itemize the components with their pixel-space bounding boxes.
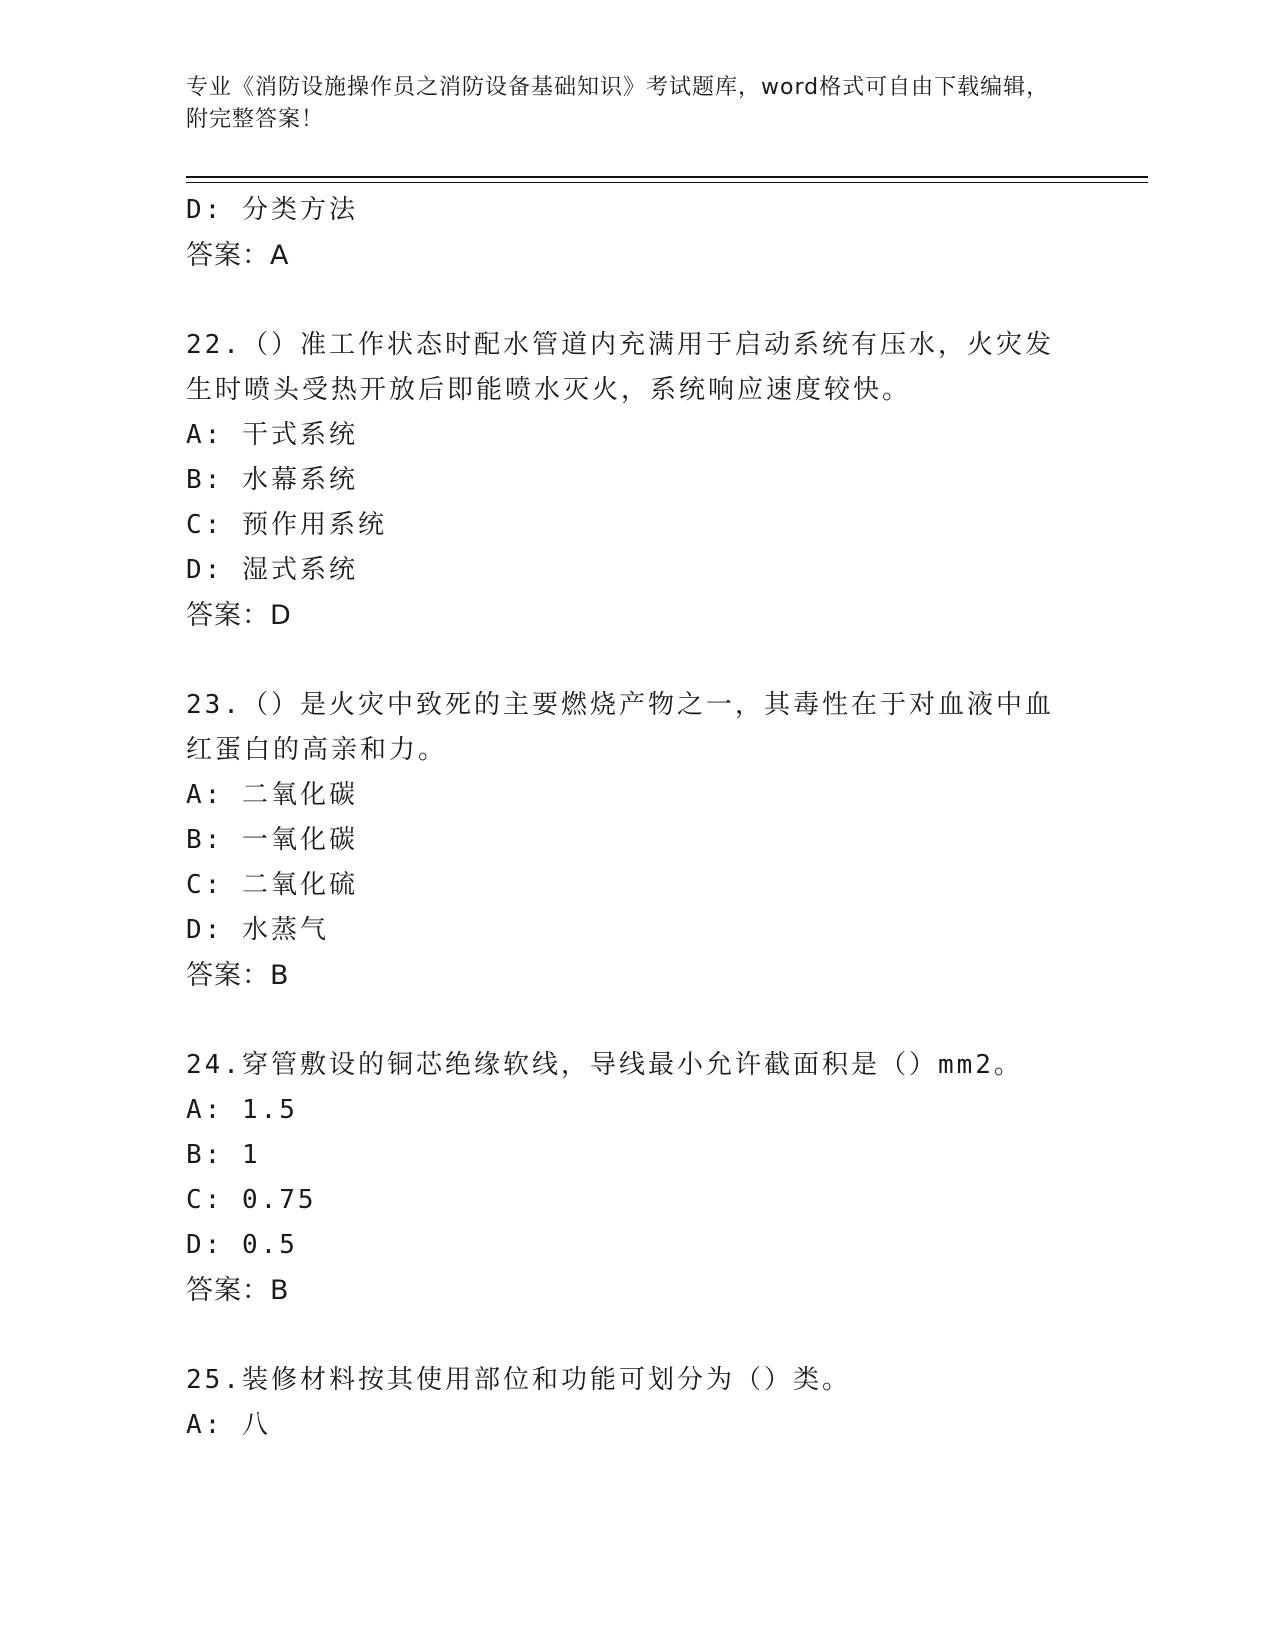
question-25-option-a: A: 八 xyxy=(186,1410,271,1440)
question-24-option-c: C: 0.75 xyxy=(186,1185,317,1215)
question-22-text: 22.（）准工作状态时配水管道内充满用于启动系统有压水，火灾发生时喷头受热开放后即能喷水灭火，系统响应速度较快。 xyxy=(186,330,1054,405)
spacer xyxy=(186,278,1086,323)
question-24-option-b: B: 1 xyxy=(186,1140,261,1170)
question-22-option-a: A: 干式系统 xyxy=(186,420,358,450)
question-23-option-d: D: 水蒸气 xyxy=(186,915,329,945)
question-23-text: 23.（）是火灾中致死的主要燃烧产物之一，其毒性在于对血液中血红蛋白的高亲和力。 xyxy=(186,690,1054,765)
question-25-text: 25.装修材料按其使用部位和功能可划分为（）类。 xyxy=(186,1365,851,1395)
question-22-answer: 答案：D xyxy=(186,600,292,631)
question-22-option-d: D: 湿式系统 xyxy=(186,555,358,585)
question-22-option-b: B: 水幕系统 xyxy=(186,465,358,495)
question-23-option-b: B: 一氧化碳 xyxy=(186,825,358,855)
question-23-option-a: A: 二氧化碳 xyxy=(186,780,358,810)
header-rule-thick xyxy=(186,176,1148,178)
prev-answer: 答案：A xyxy=(186,240,290,271)
header-rule-thin xyxy=(186,182,1148,183)
question-24-text: 24.穿管敷设的铜芯绝缘软线，导线最小允许截面积是（）mm2。 xyxy=(186,1050,1023,1080)
question-24-option-d: D: 0.5 xyxy=(186,1230,298,1260)
question-24-option-a: A: 1.5 xyxy=(186,1095,298,1125)
question-list xyxy=(186,188,1086,1448)
question-24-answer: 答案：B xyxy=(186,1275,290,1306)
question-23-answer: 答案：B xyxy=(186,960,290,991)
page-header: 专业《消防设施操作员之消防设备基础知识》考试题库，word格式可自由下载编辑，附完整答案！ xyxy=(186,75,1050,132)
question-22-option-c: C: 预作用系统 xyxy=(186,510,387,540)
question-23-option-c: C: 二氧化硫 xyxy=(186,870,358,900)
spacer xyxy=(186,998,1086,1043)
spacer xyxy=(186,638,1086,683)
spacer xyxy=(186,1313,1086,1358)
prev-option-d: D: 分类方法 xyxy=(186,195,358,225)
